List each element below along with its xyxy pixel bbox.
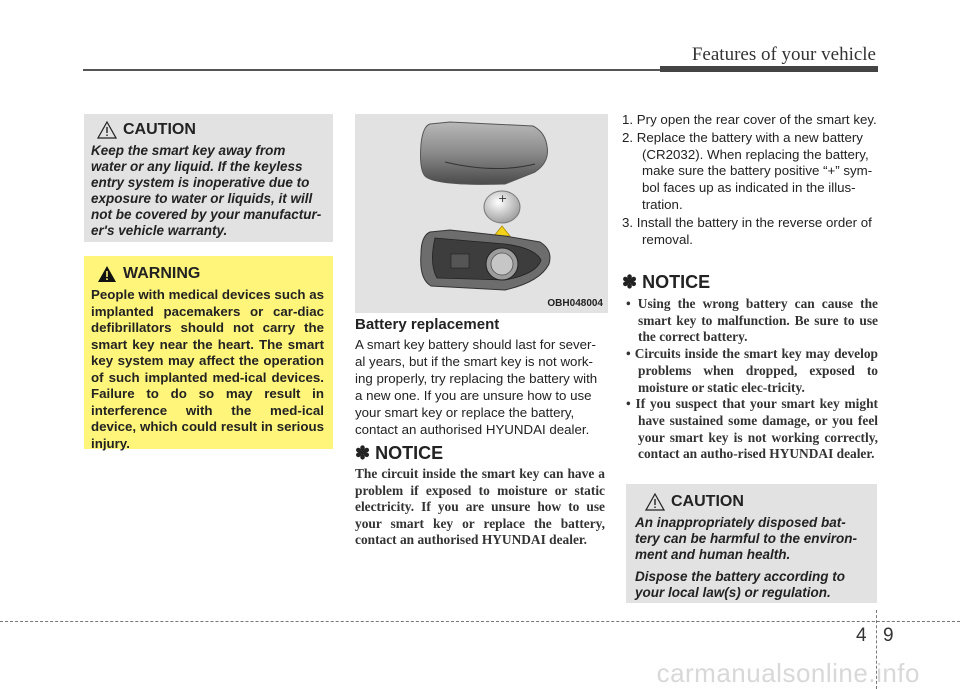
step-item: 2. Replace the battery with a new battery (CR2032). When replacing the battery, make sure the battery positive “+” sym-bol faces up as indicated in the illus-tration. [622, 129, 873, 212]
caution-heading [97, 121, 324, 139]
notice-heading-right: ✽ NOTICE [622, 272, 711, 292]
notice-bullet-list [626, 296, 878, 463]
warning-triangle-icon [97, 265, 117, 283]
figure-code: OBH048004 [547, 298, 603, 309]
battery-replacement-heading: Battery replacement [355, 316, 500, 333]
warning-heading [97, 265, 324, 283]
battery-steps-list [622, 112, 877, 249]
caution-text: An inappropriately disposed bat-tery can be harmful to the environ-ment and human health. [635, 515, 858, 562]
notice-bullet: • Circuits inside the smart key may develop problems when dropped, exposed to moisture or static elec-tricity. [626, 346, 878, 395]
smart-key-drawing [355, 114, 608, 313]
page-number: 9 [883, 625, 894, 646]
warning-box-medical [84, 256, 333, 449]
caution-text: Keep the smart key away from water or any liquid. If the keyless entry system is inoperative due to exposure to water or liquids, it will not be covered by your manufactur-er's vehicle warranty. [91, 143, 322, 238]
page-header-title: Features of your vehicle [691, 44, 876, 65]
caution-text: Dispose the battery according to your local law(s) or regulation. [635, 569, 846, 600]
notice-heading-left: ✽ NOTICE [355, 443, 444, 463]
battery-plus-symbol: + [498, 192, 508, 205]
notice-bullet: • If you suspect that your smart key might have sustained some damage, or you feel your smart key is not working correctly, contact an autho-rised HYUNDAI dealer. [626, 396, 878, 462]
caution-heading [645, 493, 869, 511]
header-rule-accent [660, 66, 878, 72]
notice-bullet: • Using the wrong battery can cause the smart key to malfunction. Be sure to use the correct battery. [626, 296, 878, 345]
notice-text-left: The circuit inside the smart key can have a problem if exposed to moisture or static electricity. If you are unsure how to use your smart key or replace the battery, contact an authorised HYUNDAI dealer. [355, 466, 605, 548]
warning-title: WARNING [123, 265, 201, 282]
caution-title: CAUTION [671, 493, 744, 510]
caution-box-disposal [626, 484, 877, 603]
caution-title: CAUTION [123, 121, 196, 138]
watermark-text: carmanualsonline.info [656, 658, 920, 688]
caution-box-water [84, 114, 333, 242]
step-item: 1. Pry open the rear cover of the smart key. [622, 112, 877, 127]
caution-triangle-icon [645, 493, 665, 511]
smart-key-battery-illustration [355, 114, 608, 313]
chapter-number: 4 [856, 625, 867, 646]
caution-triangle-icon [97, 121, 117, 139]
step-item: 3. Install the battery in the reverse order of removal. [622, 214, 872, 247]
battery-replacement-text: A smart key battery should last for sever-al years, but if the smart key is not work-ing properly, try replacing the battery with a new one. If you are unsure how to use your smart key or replace the battery, contact an authorised HYUNDAI dealer. [355, 337, 598, 437]
warning-text: People with medical devices such as implanted pacemakers or car-diac defibrillators should not carry the smart key near the heart. The smart key system may affect the operation of such implanted med-ical devices. Failure to do so may result in interference with the med-ical device, which could result in serious injury. [91, 287, 324, 451]
footer-dashed-line [0, 621, 960, 622]
